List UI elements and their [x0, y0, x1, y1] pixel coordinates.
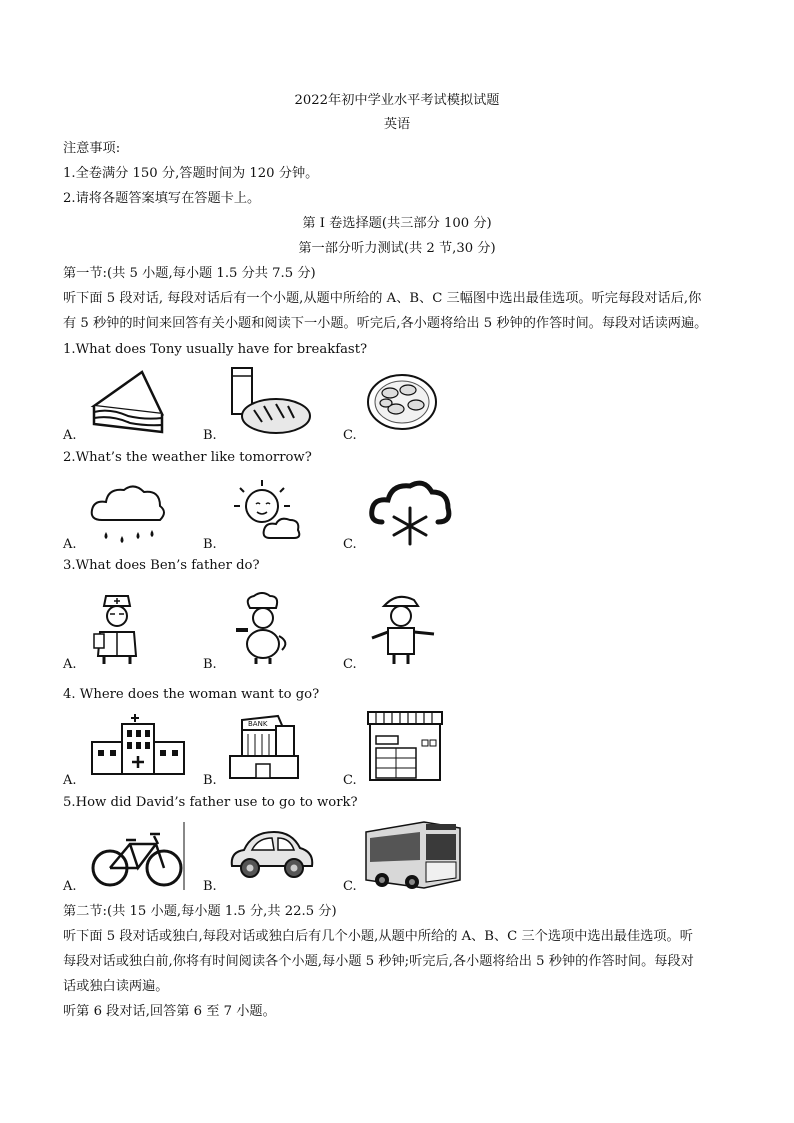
svg-text:BANK: BANK	[248, 720, 268, 728]
q1-option-c: C.	[343, 428, 357, 443]
q5-option-c: C.	[343, 879, 357, 894]
section2-instructions-line1: 听下面 5 段对话或独白,每段对话或独白后有几个小题,从题中所给的 A、B、C 三个选项中选出最佳选项。听	[63, 929, 693, 944]
q2-option-c: C.	[343, 537, 357, 552]
section1-instructions-line1: 听下面 5 段对话, 每段对话后有一个小题,从题中所给的 A、B、C 三幅图中选出最佳选项。听完每段对话后,你	[63, 291, 702, 306]
q4-option-a: A.	[63, 773, 77, 788]
sun-and-cloud-icon	[228, 478, 304, 546]
section2-instructions-line2: 每段对话或独白前,你将有时间阅读各个小题,每小题 5 秒钟;听完后,各小题将给出 5 秒钟的作答时间。每段对	[63, 954, 694, 969]
part1-title: 第一部分听力测试(共 2 节,30 分)	[298, 241, 496, 256]
q2-option-a: A.	[63, 537, 77, 552]
notes-item-2: 2.请将各题答案填写在答题卡上。	[63, 191, 261, 206]
hospital-icon	[90, 712, 186, 780]
sandwich-icon	[90, 368, 166, 436]
question-4-text: 4. Where does the woman want to go?	[63, 687, 320, 702]
bicycle-icon	[90, 822, 186, 890]
question-5-text: 5.How did David’s father use to go to work?	[63, 795, 358, 810]
exam-title: 2022年初中学业水平考试模拟试题	[294, 93, 500, 108]
q3-option-c: C.	[343, 657, 357, 672]
cook-icon	[232, 592, 294, 664]
q5-option-b: B.	[203, 879, 217, 894]
q1-option-a: A.	[63, 428, 77, 443]
q3-option-b: B.	[203, 657, 217, 672]
shop-icon	[366, 710, 444, 782]
milk-and-bread-icon	[228, 366, 312, 436]
rain-cloud-icon	[88, 480, 168, 550]
notes-heading: 注意事项:	[63, 141, 121, 156]
question-2-text: 2.What’s the weather like tomorrow?	[63, 450, 312, 465]
section1-instructions-line2: 有 5 秒钟的时间来回答有关小题和阅读下一小题。听完后,各小题将给出 5 秒钟的作答时间。每段对话读两遍。	[63, 316, 708, 331]
subject-title: 英语	[383, 117, 411, 132]
section2-title: 第二节:(共 15 小题,每小题 1.5 分,共 22.5 分)	[63, 904, 337, 919]
q2-option-b: B.	[203, 537, 217, 552]
section2-instructions-line3: 话或独白读两遍。	[63, 979, 169, 994]
section2-dialogue-6-intro: 听第 6 段对话,回答第 6 至 7 小题。	[63, 1004, 276, 1019]
dumplings-icon	[366, 373, 438, 431]
q3-option-a: A.	[63, 657, 77, 672]
bus-icon	[364, 818, 462, 892]
section1-title: 第一节:(共 5 小题,每小题 1.5 分共 7.5 分)	[63, 266, 316, 281]
policeman-icon	[368, 592, 438, 666]
doctor-icon	[90, 592, 144, 666]
snow-cloud-icon	[368, 478, 452, 548]
bank-icon	[228, 712, 300, 782]
question-3-text: 3.What does Ben’s father do?	[63, 558, 260, 573]
question-1-text: 1.What does Tony usually have for breakfast?	[63, 342, 368, 357]
volume-title: 第 I 卷选择题(共三部分 100 分)	[302, 216, 492, 231]
notes-item-1: 1.全卷满分 150 分,答题时间为 120 分钟。	[63, 166, 319, 181]
q1-option-b: B.	[203, 428, 217, 443]
q4-option-c: C.	[343, 773, 357, 788]
q5-option-a: A.	[63, 879, 77, 894]
q4-option-b: B.	[203, 773, 217, 788]
car-icon	[226, 826, 316, 882]
